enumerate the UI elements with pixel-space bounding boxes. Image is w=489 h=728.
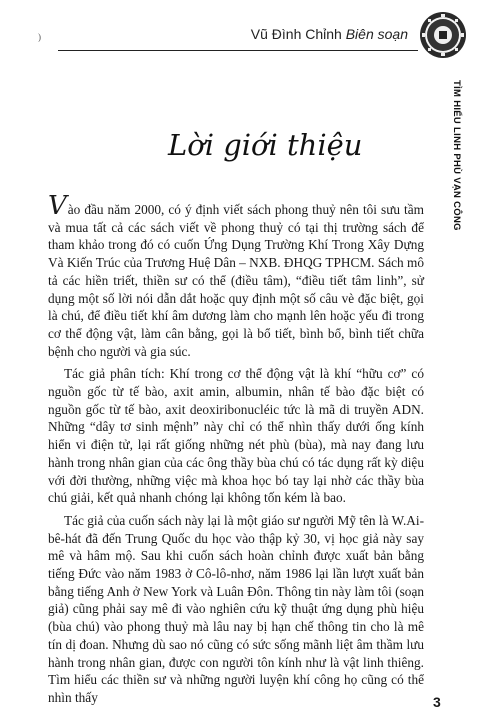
author-role: Biên soạn bbox=[345, 26, 408, 42]
running-header bbox=[38, 18, 418, 54]
paragraph bbox=[48, 191, 424, 360]
page-title: Lời giới thiệu bbox=[168, 128, 363, 162]
paragraph-text: ào đầu năm 2000, có ý định viết sách phong thuỷ nên tôi sưu tầm và mua tất cả các sách viết về phong thuỷ có tại thị trường sách để tham khảo trong đó có cuốn Ứng Dụng Trường Khí Trong Xây Dựng Và Kiến Trúc của Trương Huệ Dân – NXB. ĐHQG TPHCM. Sách mô tả các hiền triết, thiền sư có thể (điều tâm), “điều tiết tâm linh”, sử dụng một số lời nói dẫn dắt hoặc quy định một số câu vè đặc biệt, gọi là chú, để điều tiết khí âm dương làm cho mạnh lên hoặc yếu đi trong cơ thể động vật, làm cân bằng, gọi là bổ tiết, bình bổ, bình tiết chữa bệnh cho người và gia súc. bbox=[48, 202, 424, 359]
header-author bbox=[251, 26, 408, 42]
header-rule bbox=[58, 50, 418, 51]
paragraph: Tác giả phân tích: Khí trong cơ thể động vật là khí “hữu cơ” có nguồn gốc từ tế bào, axit amin, albumin, nhân tế bào đặc biệt có nguồn gốc từ tế bào, axit deoxiribonucléic tức là mã di truyền ADN. Những “dây tơ sinh mệnh” này chỉ có thể nhìn thấy dưới ống kính hiển vi điện tử, lại rất giống những nét phù (bùa), mà nay đang lưu hành trong nhân gian của các ông thầy bùa chú có tác dụng rất kỳ diệu với đời thường, những việc mà khoa học bó tay lại nhờ các thầy bùa chú giải, kết quả nhanh chóng lại không tốn kém là bao. bbox=[48, 366, 424, 506]
author-name: Vũ Đình Chỉnh bbox=[250, 26, 342, 42]
body-text bbox=[48, 191, 424, 712]
paragraph: Tác giả của cuốn sách này lại là một giáo sư người Mỹ tên là W.Ai-bê-hát đã đến Trung Quốc du học vào thập kỷ 30, vị học giả này say mê và hâm mộ. Sau khi cuốn sách hoàn chỉnh được xuất bản bằng tiếng Đức vào năm 1983 ở Cô-lô-nhơ, năm 1986 lại lần lượt xuất bản bằng tiếng Anh ở New York và Luân Đôn. Thông tin này làm tôi (soạn giả) cũng phải say mê đi vào nghiên cứu kỹ thuật ứng dụng phù hiệu (bùa chú) vào phong thuỷ mà lâu nay bị hạn chế thông tin cho là mê tín dị đoan. Nhưng dù sao nó cũng có sức sống mãnh liệt âm thầm lưu hành trong nhân gian, được con người tôn kính như là vật linh thiêng. Tìm hiểu các thiền sư và những người luyện khí công họ cũng có thể nhìn thấy bbox=[48, 512, 424, 705]
page-number: 3 bbox=[433, 694, 441, 710]
drop-cap: V bbox=[48, 191, 67, 221]
coin-emblem-icon bbox=[418, 10, 468, 60]
side-book-title: TÌM HIỂU LINH PHÙ VẠN CÔNG bbox=[451, 80, 462, 231]
margin-mark: ) bbox=[38, 32, 41, 42]
